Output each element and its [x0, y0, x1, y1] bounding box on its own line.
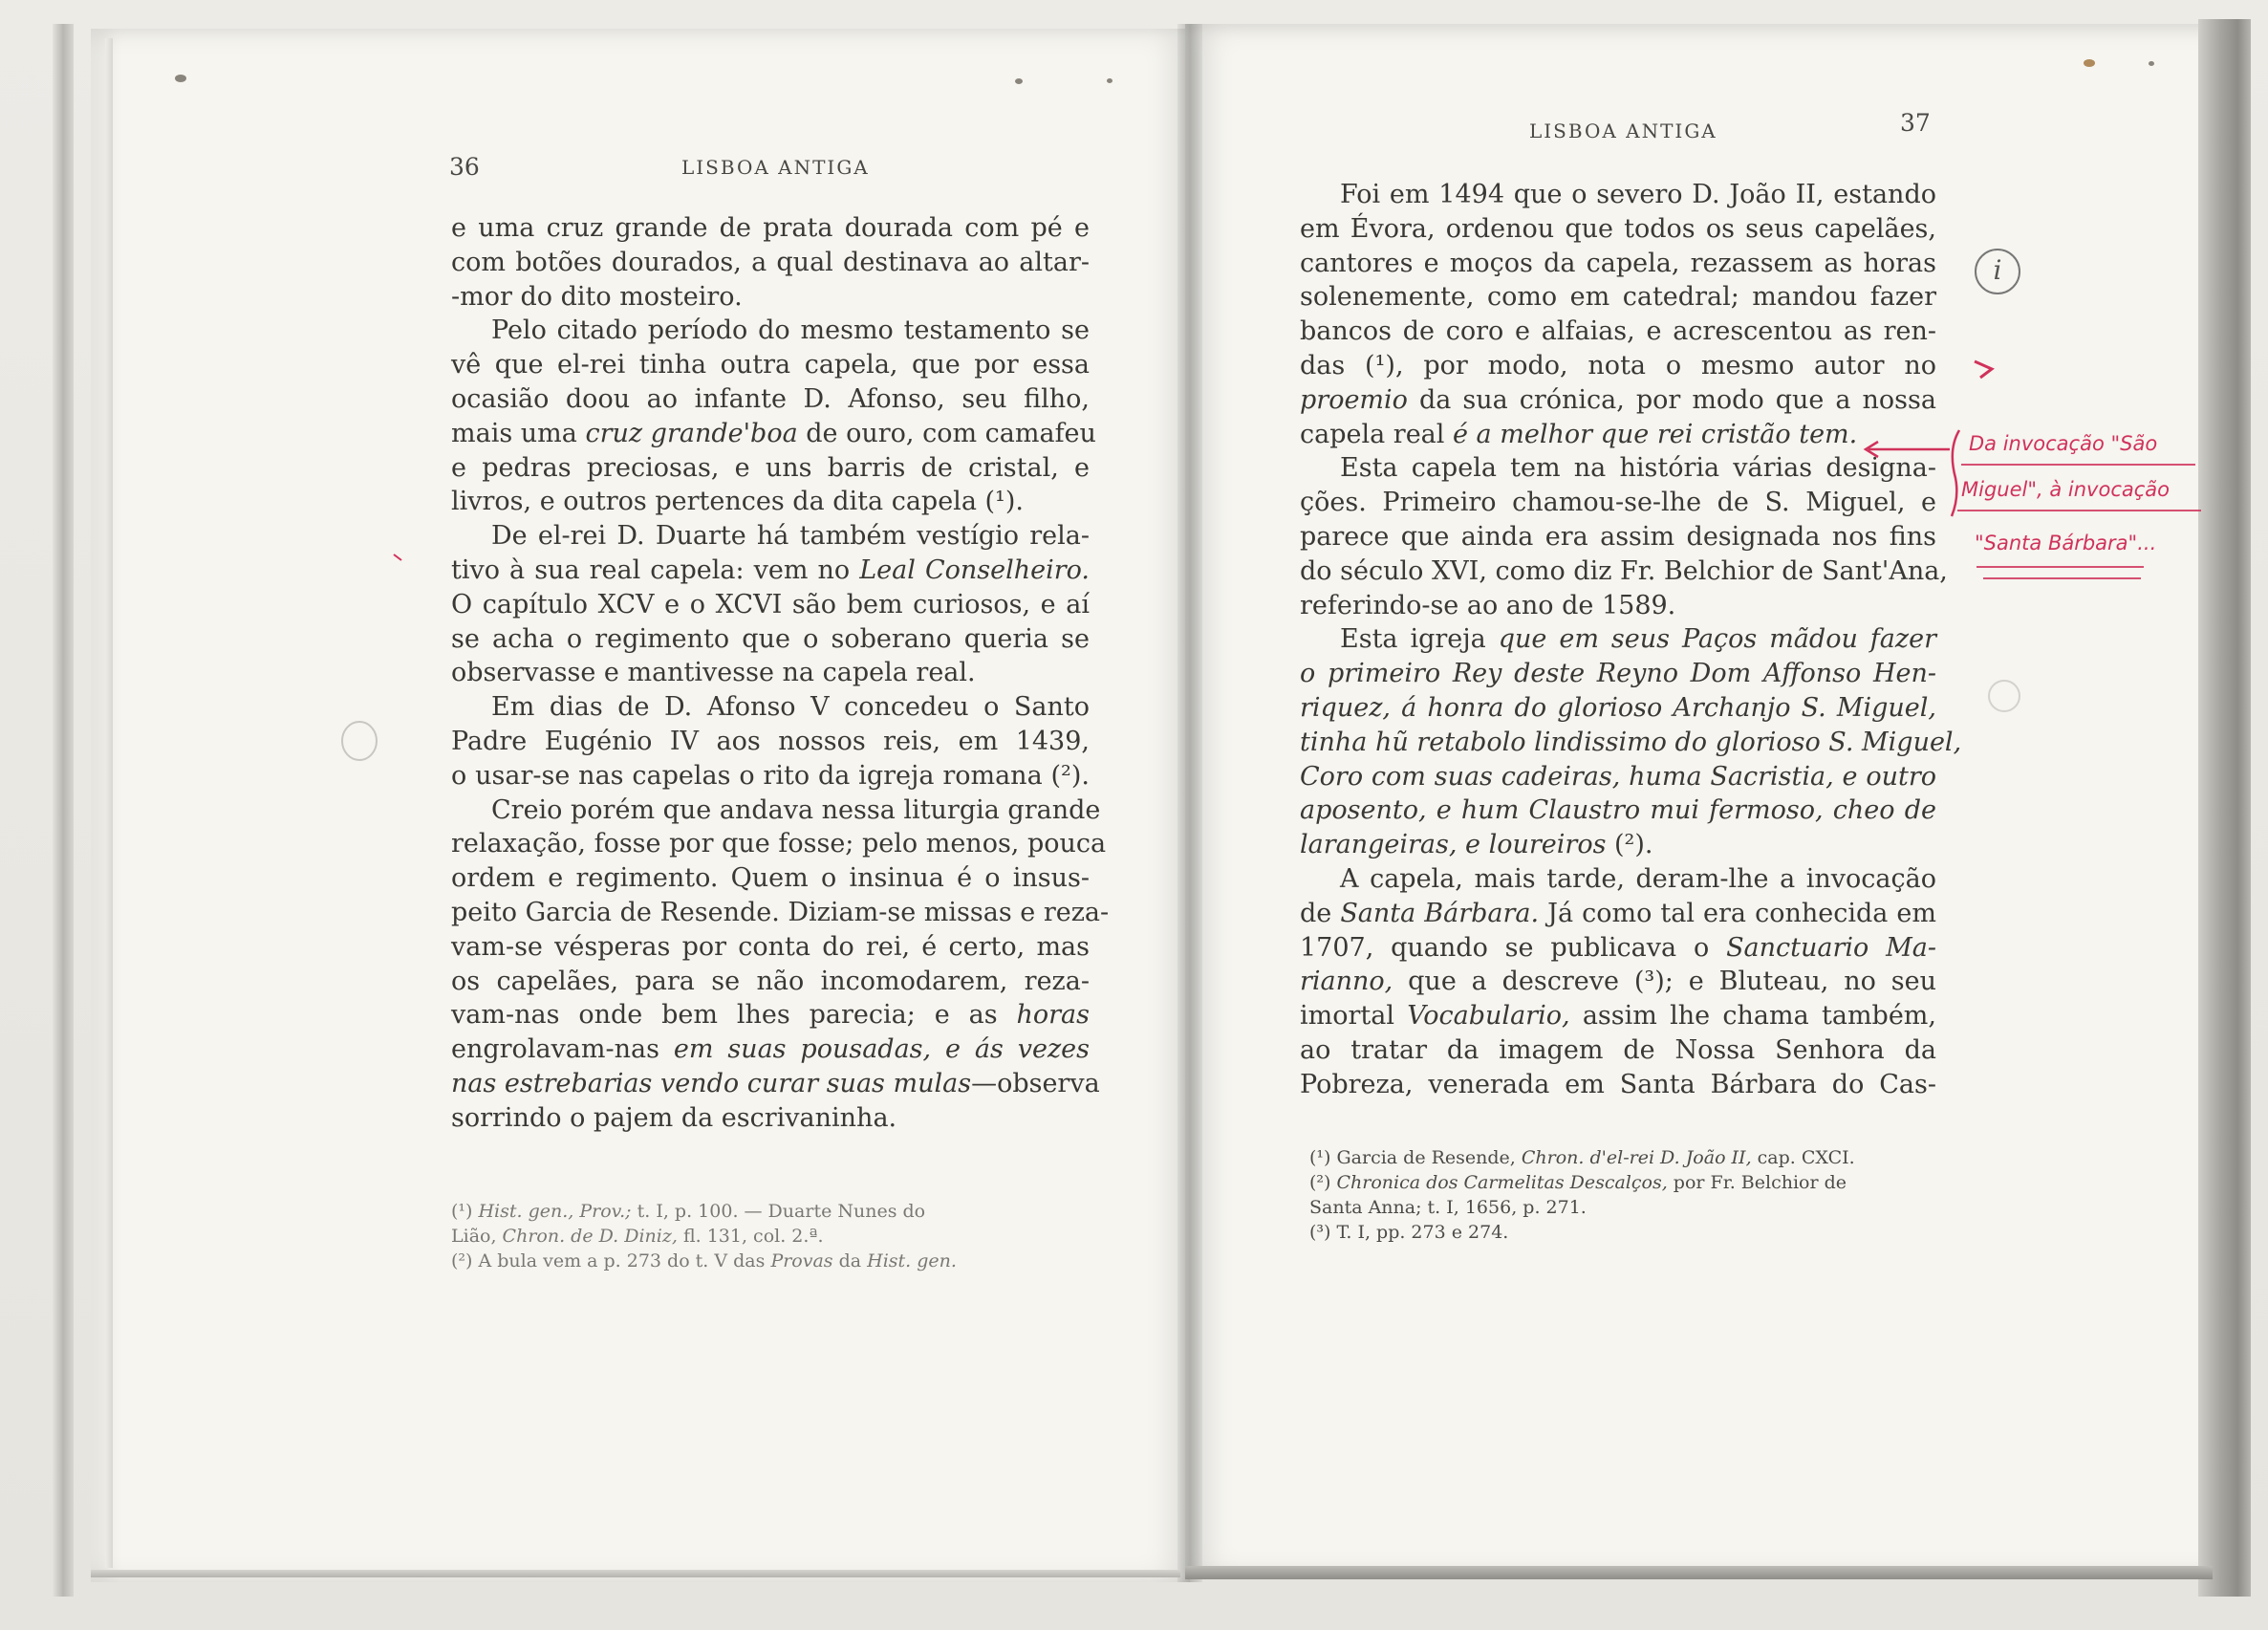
text-line: aposento, e hum Claustro mui fermoso, cheo de	[1300, 795, 1936, 826]
text-line: 1707, quando se publicava o Sanctuario Ma-	[1300, 932, 1937, 963]
text-line: proemio da sua crónica, por modo que a nossa	[1300, 384, 1936, 415]
text-line: observasse e mantivesse na capela real.	[451, 658, 976, 688]
text-line: Creio porém que andava nessa liturgia grande	[491, 794, 1101, 825]
faint-circle-mark	[1989, 681, 2020, 711]
text-line: De el-rei D. Duarte há também vestígio rela-	[491, 521, 1090, 552]
text-line: bancos de coro e alfaias, e acrescentou as ren-	[1300, 316, 1936, 347]
text-line: das (¹), por modo, nota o mesmo autor no	[1300, 350, 1936, 380]
text-line: peito Garcia de Resende. Diziam-se missas e reza-	[451, 897, 1110, 927]
text-line: O capítulo XCV e o XCVI são bem curiosos, e aí	[451, 589, 1090, 619]
text-line: ções. Primeiro chamou-se-lhe de S. Miguel, e	[1300, 488, 1936, 518]
footnote-line: (³) T. I, pp. 273 e 274.	[1309, 1222, 1509, 1243]
text-line: -mor do dito mosteiro.	[451, 281, 743, 312]
text-line: engrolavam-nas em suas pousadas, e ás vezes	[451, 1034, 1090, 1065]
text-line: Foi em 1494 que o severo D. João II, estando	[1340, 180, 1936, 209]
margin-note-line-3: "Santa Bárbara"...	[1975, 532, 2157, 554]
left-page-number: 36	[449, 153, 480, 181]
footnote-line: (¹) Hist. gen., Prov.; t. I, p. 100. — Duarte Nunes do	[451, 1201, 926, 1222]
text-line: cantores e moços da capela, rezassem as horas	[1300, 248, 1936, 278]
text-line: de Santa Bárbara. Já como tal era conhecida em	[1300, 898, 1936, 928]
text-line: Pelo citado período do mesmo testamento se	[491, 315, 1090, 346]
text-line: Pobreza, venerada em Santa Bárbara do Cas-	[1300, 1069, 1936, 1099]
text-line: Esta igreja que em seus Paços mãdou fazer	[1340, 624, 1937, 655]
text-line: capela real é a melhor que rei cristão tem.	[1300, 419, 1858, 449]
text-line: mais uma cruz grande'boa de ouro, com camafeu	[451, 418, 1096, 448]
text-line: se acha o regimento que o soberano queria se	[451, 623, 1090, 654]
text-line: nas estrebarias vendo curar suas mulas—observa	[451, 1068, 1100, 1098]
text-line: relaxação, fosse por que fosse; pelo menos, pouca	[451, 829, 1107, 859]
left-running-head: LISBOA ANTIGA	[681, 156, 870, 179]
text-line: e uma cruz grande de prata dourada com pé e	[451, 213, 1090, 243]
text-line: imortal Vocabulario, assim lhe chama também,	[1300, 1001, 1936, 1032]
text-line: sorrindo o pajem da escrivaninha.	[451, 1102, 897, 1133]
text-line: ao tratar da imagem de Nossa Senhora da	[1300, 1034, 1936, 1065]
text-line: ordem e regimento. Quem o insinua é o insus-	[451, 863, 1090, 894]
footnote-line: (²) Chronica dos Carmelitas Descalços, por Fr. Belchior de	[1309, 1172, 1847, 1193]
text-line: em Évora, ordenou que todos os seus capelães,	[1300, 213, 1936, 244]
footnote-line: (¹) Garcia de Resende, Chron. d'el-rei D. João II, cap. CXCI.	[1309, 1147, 1855, 1168]
text-line: com botões dourados, a qual destinava ao altar-	[451, 247, 1090, 277]
text-line: do século XVI, como diz Fr. Belchior de Sant'Ana,	[1300, 555, 1948, 586]
text-line: e pedras preciosas, e uns barris de cristal, e	[451, 452, 1090, 483]
text-line: o usar-se nas capelas o rito da igreja romana (²).	[451, 760, 1090, 791]
text-line: ocasião doou ao infante D. Afonso, seu filho,	[451, 383, 1090, 414]
margin-note-line-1: Da invocação "São	[1969, 432, 2158, 455]
text-line: Esta capela tem na história várias designa-	[1340, 453, 1936, 484]
footnote-line: Lião, Chron. de D. Diniz, fl. 131, col. 2.ª.	[451, 1226, 824, 1247]
text-line: tinha hũ retabolo lindissimo do glorioso S. Miguel,	[1300, 727, 1962, 757]
text-line: tivo à sua real capela: vem no Leal Conselheiro.	[451, 554, 1090, 585]
text-line: solenemente, como em catedral; mandou fazer	[1300, 282, 1936, 313]
text-line: Coro com suas cadeiras, huma Sacristia, e outro	[1300, 761, 1936, 792]
text-line: os capelães, para se não incomodarem, reza-	[451, 966, 1090, 996]
text-line: livros, e outros pertences da dita capela (¹).	[451, 487, 1024, 517]
text-line: Em dias de D. Afonso V concedeu o Santo	[491, 692, 1090, 723]
right-running-head: LISBOA ANTIGA	[1529, 120, 1717, 142]
text-line: vê que el-rei tinha outra capela, que por essa	[451, 350, 1090, 380]
text-line: vam-nas onde bem lhes parecia; e as horas	[451, 1000, 1090, 1031]
faint-circle-mark	[342, 722, 377, 760]
text-line: A capela, mais tarde, deram-lhe a invocação	[1340, 863, 1936, 894]
annotation-bracket	[1952, 430, 1959, 516]
circled-i-mark: i	[1975, 249, 2020, 294]
footnote-line: (²) A bula vem a p. 273 do t. V das Provas da Hist. gen.	[451, 1250, 957, 1271]
right-page-number: 37	[1900, 109, 1931, 137]
text-line: parece que ainda era assim designada nos fins	[1300, 521, 1936, 552]
text-line: rianno, que a descreve (³); e Bluteau, no seu	[1300, 967, 1936, 997]
margin-note-line-2: Miguel", à invocação	[1961, 478, 2170, 501]
red-margin-mark	[394, 554, 401, 560]
text-line: vam-se vésperas por conta do rei, é certo, mas	[451, 931, 1090, 962]
text-line: referindo-se ao ano de 1589.	[1300, 590, 1676, 620]
text-line: riquez, á honra do glorioso Archanjo S. Miguel,	[1300, 692, 1936, 723]
text-line: larangeiras, e loureiros (²).	[1300, 830, 1653, 860]
footnote-line: Santa Anna; t. I, 1656, p. 271.	[1309, 1197, 1587, 1218]
text-line: o primeiro Rey deste Reyno Dom Affonso Hen-	[1300, 659, 1936, 689]
text-line: Padre Eugénio IV aos nossos reis, em 1439,	[451, 726, 1090, 756]
red-tick-mark	[1975, 361, 1992, 378]
